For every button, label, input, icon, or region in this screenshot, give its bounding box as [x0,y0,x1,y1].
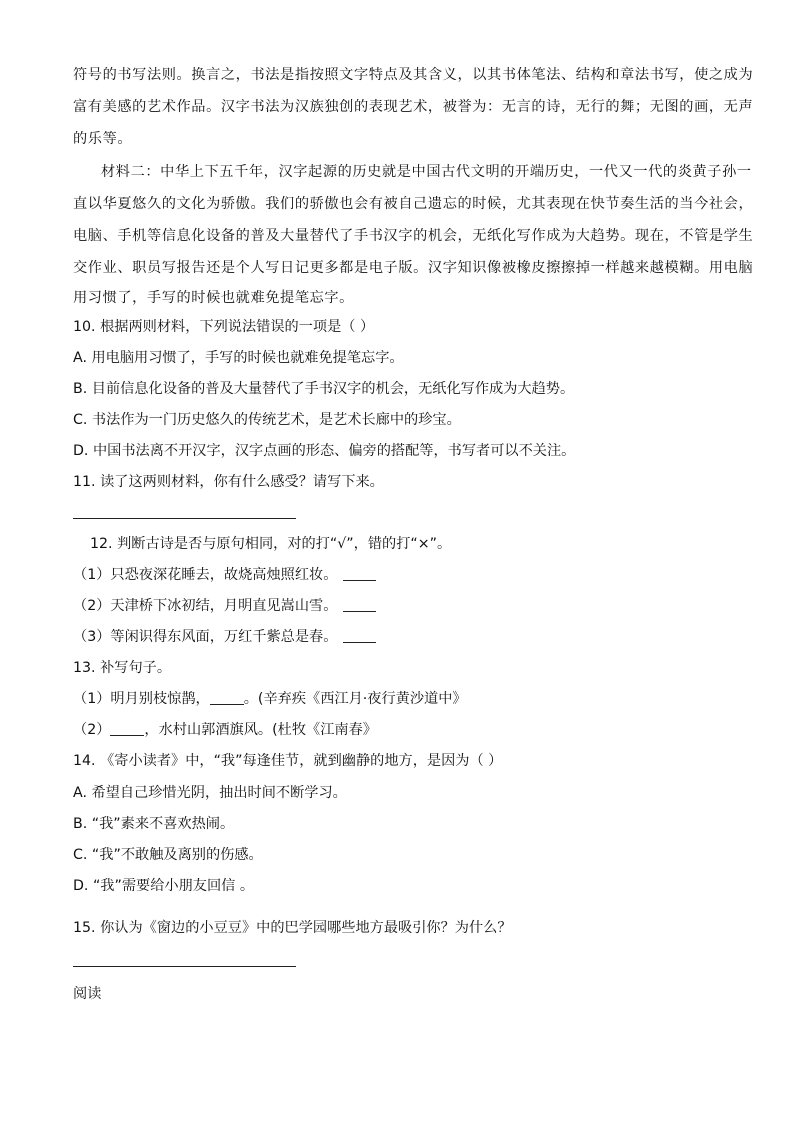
question-10-option-b: B. 目前信息化设备的普及大量替代了手书汉字的机会，无纸化写作成为大趋势。 [73,381,575,397]
material-two-line-4: 交作业、职员写报告还是个人写日记更多都是电子版。汉字知识像被橡皮擦擦掉一样越来越模糊。用电脑 [73,260,754,276]
material-one-line-1: 符号的书写法则。换言之，书法是指按照文字特点及其含义，以其书体笔法、结构和章法书写，使之成为 [73,67,754,83]
question-10-option-a: A. 用电脑用习惯了，手写的时候也就难免提笔忘字。 [73,350,404,366]
section-label-reading: 阅读 [73,986,102,1002]
question-12-item-3-text: （3）等闲识得东风面，万红千紫总是春。 [73,629,338,645]
question-15-stem: 15. 你认为《窗边的小豆豆》中的巴学园哪些地方最吸引你？为什么？ [73,920,512,936]
question-13-item-1 [73,690,467,708]
question-12-item-2-text: （2）天津桥下冰初结，月明直见嵩山雪。 [73,598,338,614]
question-12-item-1-blank[interactable] [343,580,376,581]
question-10-stem: 10. 根据两则材料，下列说法错误的一项是（ ） [73,319,375,335]
question-12-item-3 [73,628,376,646]
material-two-line-5: 用习惯了，手写的时候也就难免提笔忘字。 [73,290,354,306]
question-13-item-2 [73,721,377,739]
question-12-item-2-blank[interactable] [343,611,376,612]
question-13-item-2-blank[interactable] [110,735,144,736]
question-13-item-2-prefix: （2） [73,722,111,738]
question-14-option-d: D. “我”需要给小朋友回信 。 [73,878,255,894]
material-two-line-1: 材料二：中华上下五千年，汉字起源的历史就是中国古代文明的开端历史，一代又一代的炎黄子孙一 [101,164,752,180]
question-13-item-1-suffix: 。(辛弃疾《西江月·夜行黄沙道中》 [243,691,467,707]
question-15-answer-line[interactable] [73,966,296,967]
question-13-stem: 13. 补写句子。 [73,660,172,676]
question-14-option-b: B. “我”素来不喜欢热闹。 [73,816,235,832]
question-10-option-c: C. 书法作为一门历史悠久的传统艺术，是艺术长廊中的珍宝。 [73,412,461,428]
material-two-line-3: 电脑、手机等信息化设备的普及大量替代了手书汉字的机会，无纸化写作成为大趋势。现在，不管是学生 [73,228,754,244]
question-13-item-2-suffix: ，水村山郭酒旗风。(杜牧《江南春》 [144,722,377,738]
question-12-item-2 [73,597,376,615]
question-11-stem: 11. 读了这两则材料，你有什么感受？请写下来。 [73,474,384,490]
question-12-item-3-blank[interactable] [343,642,376,643]
question-13-item-1-prefix: （1）明月别枝惊鹊， [73,691,210,707]
question-12-stem: 12. 判断古诗是否与原句相同，对的打“√”，错的打“×”。 [90,536,452,552]
question-11-answer-line[interactable] [73,518,296,519]
question-12-item-1 [73,566,376,584]
question-10-option-d: D. 中国书法离不开汉字，汉字点画的形态、偏旁的搭配等，书写者可以不关注。 [73,443,576,459]
material-one-line-3: 的乐等。 [73,131,133,147]
question-12-item-1-text: （1）只恐夜深花睡去，故烧高烛照红妆。 [73,567,338,583]
question-14-option-c: C. “我”不敢触及离别的伤感。 [73,847,263,863]
question-13-item-1-blank[interactable] [210,704,244,705]
question-14-stem: 14. 《寄小读者》中，“我”每逢佳节，就到幽静的地方，是因为（ ） [73,753,503,769]
material-one-line-2: 富有美感的艺术作品。汉字书法为汉族独创的表现艺术，被誉为：无言的诗，无行的舞；无图的画，无声 [73,99,754,115]
question-14-option-a: A. 希望自己珍惜光阴，抽出时间不断学习。 [73,785,347,801]
material-two-line-2: 直以华夏悠久的文化为骄傲。我们的骄傲也会有被自己遗忘的时候，尤其表现在快节奏生活的当今社会， [73,196,754,212]
